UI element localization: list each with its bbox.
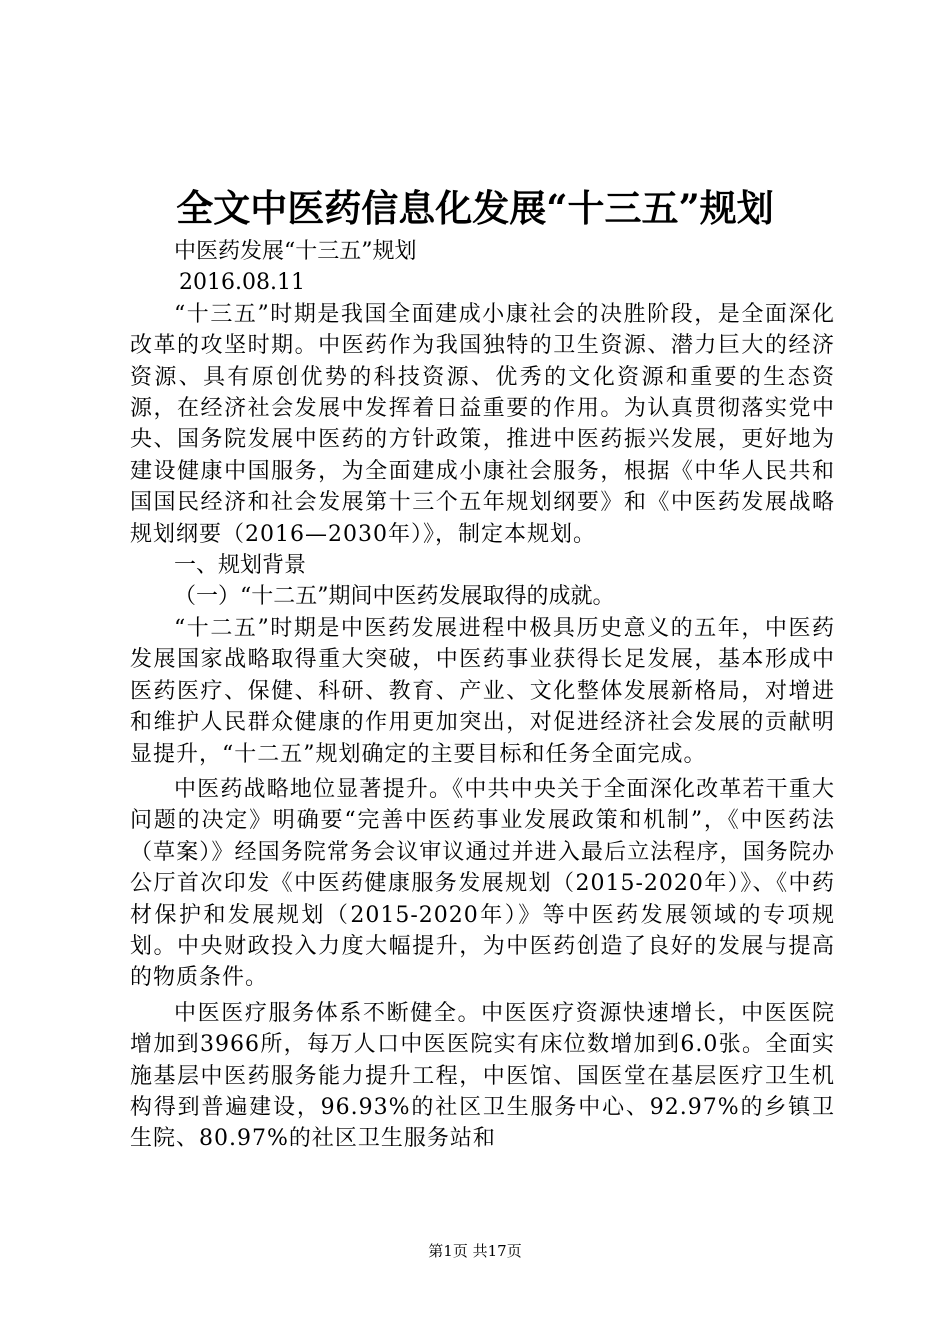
page-number: 第1页 共17页	[428, 1242, 522, 1260]
paragraph-intro: “十三五”时期是我国全面建成小康社会的决胜阶段，是全面深化改革的攻坚时期。中医药作为我国独特的卫生资源、潜力巨大的经济资源、具有原创优势的科技资源、优秀的文化资源和重要的生态资源，在经济社会发展中发挥着日益重要的作用。为认真贯彻落实党中央、国务院发展中医药的方针政策，推进中医药振兴发展，更好地为建设健康中国服务，为全面建成小康社会服务，根据《中华人民共和国国民经济和社会发展第十三个五年规划纲要》和《中医药发展战略规划纲要（2016—2030年）》，制定本规划。	[130, 301, 835, 547]
subsection-heading: （一）“十二五”期间中医药发展取得的成就。	[174, 584, 615, 610]
paragraph-medical-service: 中医医疗服务体系不断健全。中医医疗资源快速增长，中医医院增加到3966所，每万人口中医医院实有床位数增加到6.0张。全面实施基层中医药服务能力提升工程，中医馆、国医堂在基层医疗卫生机构得到普遍建设，96.93%的社区卫生服务中心、92.97%的乡镇卫生院、80.97%的社区卫生服务站和	[130, 1000, 835, 1152]
document-subtitle: 中医药发展“十三五”规划	[174, 239, 417, 264]
document-body	[130, 236, 835, 1155]
section-heading: 一、规划背景	[174, 553, 307, 579]
paragraph-achievements: “十二五”时期是中医药发展进程中极具历史意义的五年，中医药发展国家战略取得重大突破，中医药事业获得长足发展，基本形成中医药医疗、保健、科研、教育、产业、文化整体发展新格局，对增进和维护人民群众健康的作用更加突出，对促进经济社会发展的贡献明显提升，“十二五”规划确定的主要目标和任务全面完成。	[130, 615, 835, 767]
document-date: 2016.08.11	[179, 270, 305, 296]
paragraph-strategic-status: 中医药战略地位显著提升。《中共中央关于全面深化改革若干重大问题的决定》明确要“完善中医药事业发展政策和机制”，《中医药法（草案）》经国务院常务会议审议通过并进入最后立法程序，国务院办公厅首次印发《中医药健康服务发展规划（2015-2020年）》、《中药材保护和发展规划（2015-2020年）》等中医药发展领域的专项规划。中央财政投入力度大幅提升，为中医药创造了良好的发展与提高的物质条件。	[130, 776, 835, 991]
document-title: 全文中医药信息化发展“十三五”规划	[176, 186, 774, 230]
